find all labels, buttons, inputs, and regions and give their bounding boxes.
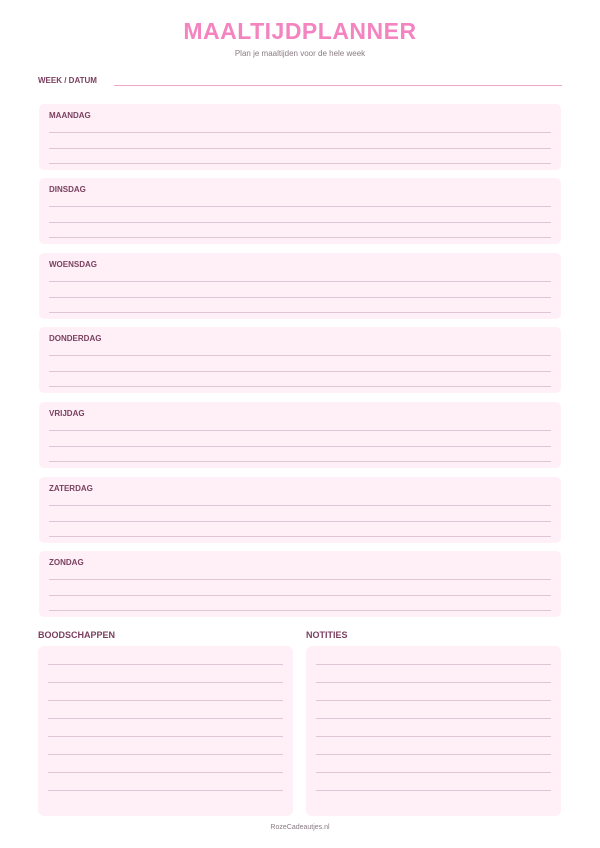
notes-label: NOTITIES [306, 630, 348, 640]
writing-line [48, 772, 283, 773]
writing-line [48, 754, 283, 755]
day-box-monday [39, 104, 561, 170]
writing-line [316, 736, 551, 737]
writing-line [49, 579, 551, 580]
week-date-line [114, 85, 562, 86]
writing-line [316, 790, 551, 791]
writing-line [49, 505, 551, 506]
writing-line [49, 163, 551, 164]
day-label: ZATERDAG [49, 484, 93, 493]
day-box-tuesday [39, 178, 561, 244]
shopping-box [38, 646, 293, 816]
writing-line [49, 297, 551, 298]
page-title: MAALTIJDPLANNER [183, 18, 417, 44]
writing-line [49, 132, 551, 133]
writing-line [48, 664, 283, 665]
writing-line [48, 682, 283, 683]
day-box-wednesday [39, 253, 561, 319]
writing-line [49, 536, 551, 537]
shopping-label: BOODSCHAPPEN [38, 630, 116, 640]
day-box-sunday [39, 551, 561, 617]
writing-line [49, 222, 551, 223]
writing-line [48, 790, 283, 791]
writing-line [48, 700, 283, 701]
writing-line [316, 772, 551, 773]
writing-line [49, 610, 551, 611]
writing-line [48, 718, 283, 719]
writing-line [49, 148, 551, 149]
page-subtitle: Plan je maaltijden voor de hele week [234, 49, 366, 58]
day-label: DONDERDAG [49, 334, 102, 343]
writing-line [316, 700, 551, 701]
footer-source: RozeCadeautjes.nl [270, 824, 330, 831]
day-box-thursday [39, 327, 561, 393]
writing-line [49, 312, 551, 313]
day-label: VRIJDAG [49, 409, 85, 418]
writing-line [49, 461, 551, 462]
notes-box [306, 646, 561, 816]
writing-line [316, 682, 551, 683]
writing-line [49, 521, 551, 522]
writing-line [48, 736, 283, 737]
day-label: DINSDAG [49, 185, 86, 194]
writing-line [316, 718, 551, 719]
day-label: ZONDAG [49, 558, 84, 567]
week-date-label: WEEK / DATUM [38, 76, 97, 85]
day-box-friday [39, 402, 561, 468]
writing-line [316, 754, 551, 755]
writing-line [49, 237, 551, 238]
writing-line [49, 355, 551, 356]
writing-line [49, 595, 551, 596]
day-label: WOENSDAG [49, 260, 97, 269]
writing-line [49, 386, 551, 387]
writing-line [49, 371, 551, 372]
day-box-saturday [39, 477, 561, 543]
writing-line [49, 446, 551, 447]
writing-line [49, 206, 551, 207]
writing-line [49, 281, 551, 282]
writing-line [316, 664, 551, 665]
writing-line [49, 430, 551, 431]
day-label: MAANDAG [49, 111, 91, 120]
